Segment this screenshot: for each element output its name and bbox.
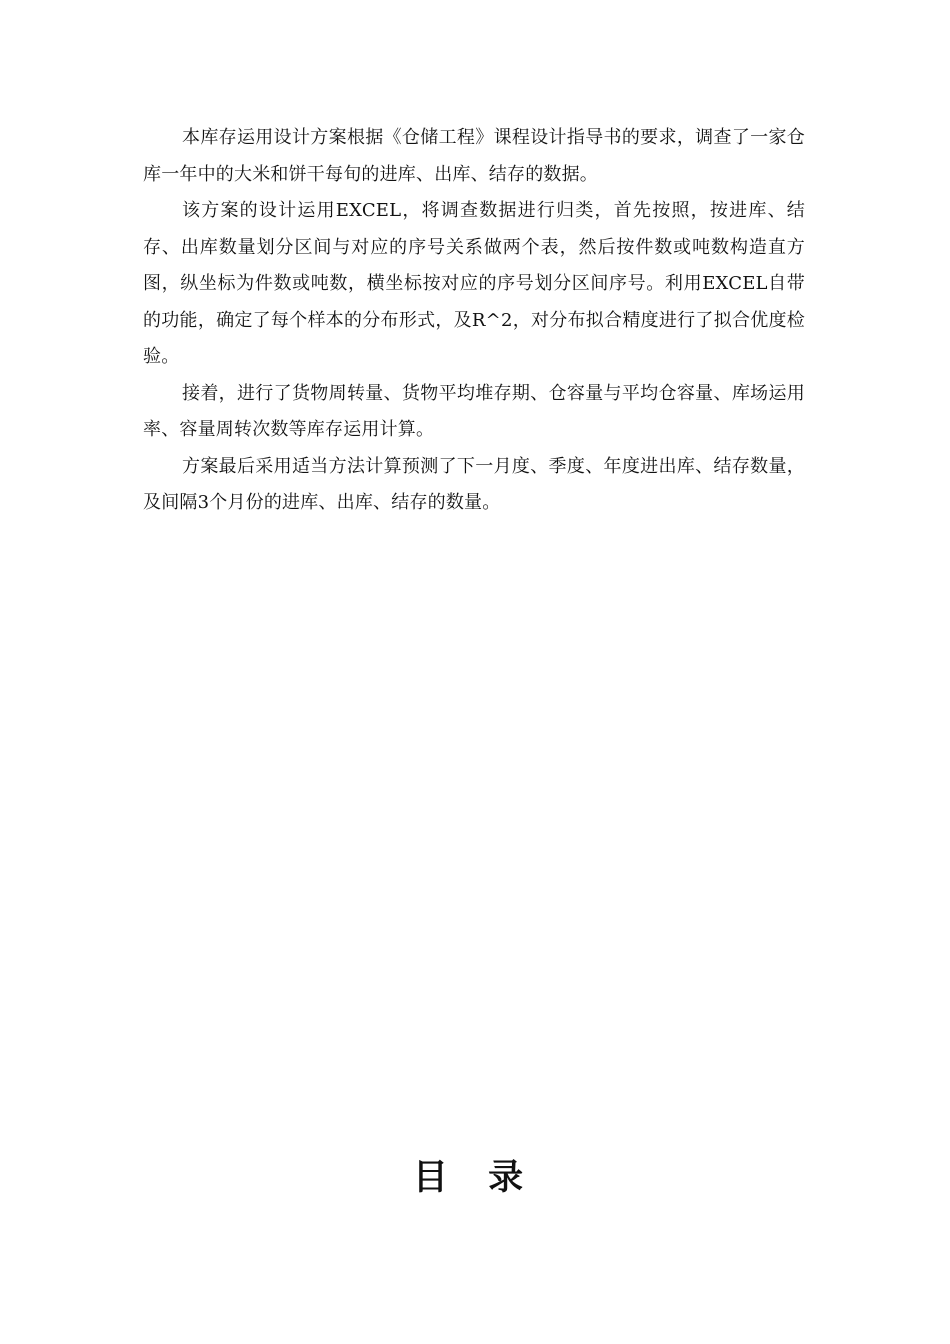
abstract-paragraph-3: 接着，进行了货物周转量、货物平均堆存期、仓容量与平均仓容量、库场运用率、容量周转次数等库存运用计算。	[143, 382, 805, 440]
table-of-contents-heading: 目 录	[412, 1158, 538, 1198]
abstract-section	[143, 120, 805, 522]
abstract-paragraph-1: 本库存运用设计方案根据《仓储工程》课程设计指导书的要求，调查了一家仓库一年中的大米和饼干每旬的进库、出库、结存的数据。	[143, 127, 805, 185]
abstract-paragraph-4: 方案最后采用适当方法计算预测了下一月度、季度、年度进出库、结存数量，及间隔3个月份的进库、出库、结存的数量。	[143, 455, 805, 513]
abstract-paragraph-2: 该方案的设计运用EXCEL，将调查数据进行归类，首先按照，按进库、结存、出库数量划分区间与对应的序号关系做两个表，然后按件数或吨数构造直方图，纵坐标为件数或吨数，横坐标按对应的序号划分区间序号。利用EXCEL自带的功能，确定了每个样本的分布形式，及R^2，对分布拟合精度进行了拟合优度检验。	[143, 200, 805, 367]
